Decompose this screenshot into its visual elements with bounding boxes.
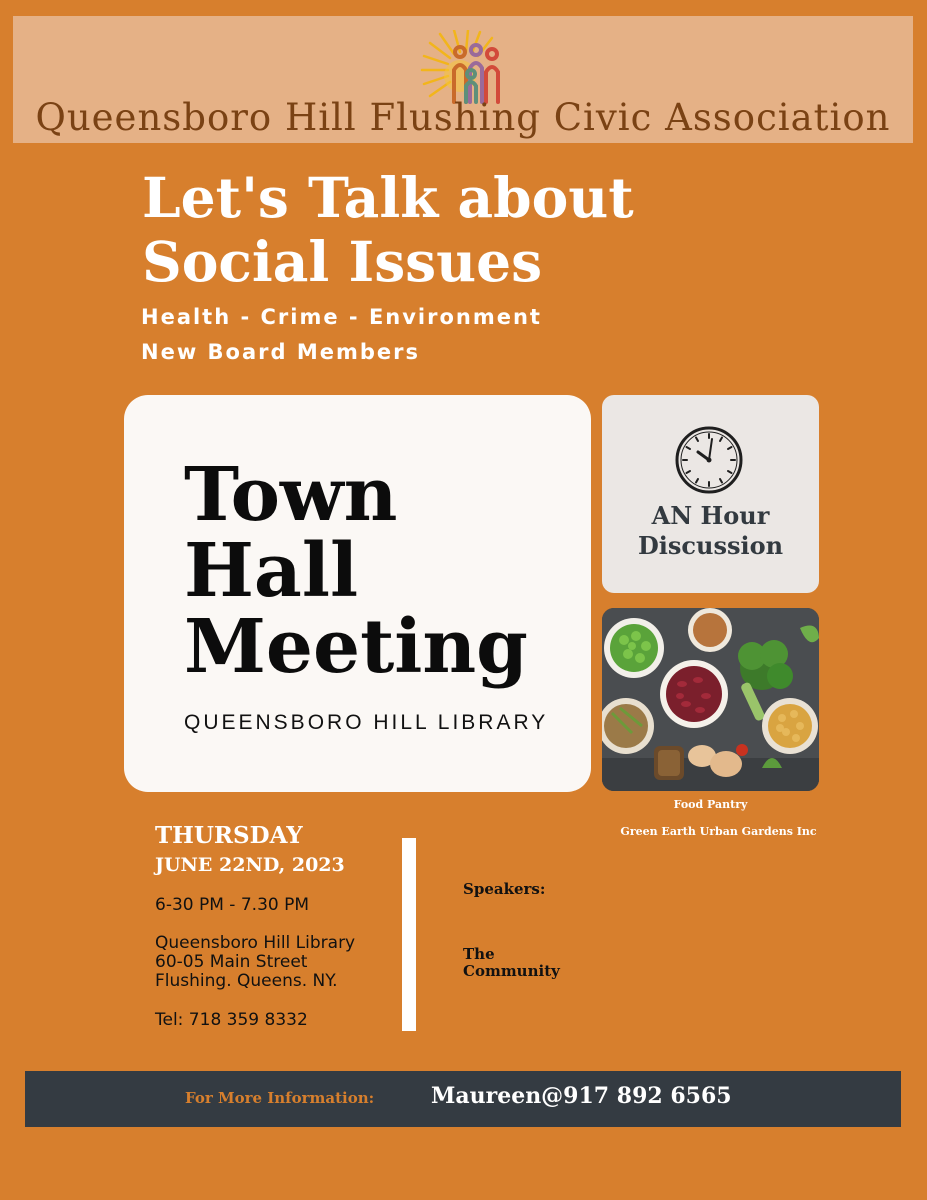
event-day: THURSDAY <box>155 822 303 849</box>
food-pantry-caption: Food Pantry <box>673 798 748 811</box>
food-photo-illustration <box>602 608 819 791</box>
headline <box>142 166 702 294</box>
speaker-name-line-2: Community <box>463 962 560 980</box>
headline-line-1: Let's Talk about <box>142 165 634 230</box>
duration-card <box>602 395 819 593</box>
address-line-1: Queensboro Hill Library <box>155 933 356 953</box>
venue-name: QUEENSBORO HILL LIBRARY <box>184 711 549 734</box>
event-title-line-2: Hall <box>184 528 359 614</box>
topics-line-2: New Board Members <box>141 340 420 364</box>
header-band <box>13 16 913 143</box>
event-date: JUNE 22ND, 2023 <box>155 854 345 876</box>
event-title-card <box>124 395 591 792</box>
event-title-line-3: Meeting <box>184 604 528 690</box>
duration-label-line-1: AN Hour <box>651 501 770 530</box>
partner-caption: Green Earth Urban Gardens Inc <box>620 825 817 838</box>
address-line-3: Flushing. Queens. NY. <box>155 971 338 991</box>
duration-label-line-2: Discussion <box>637 531 784 560</box>
contact-info-bar <box>25 1071 901 1127</box>
vertical-divider <box>402 838 416 1031</box>
headline-line-2: Social Issues <box>142 229 543 294</box>
event-title-line-1: Town <box>184 452 398 538</box>
speaker-name-line-1: The <box>463 945 495 963</box>
address-line-2: 60-05 Main Street <box>155 952 308 972</box>
phone-number: Tel: 718 359 8332 <box>155 1010 308 1030</box>
info-label: For More Information: <box>185 1089 375 1107</box>
event-time: 6-30 PM - 7.30 PM <box>155 895 310 915</box>
healthy-food-bowls-photo <box>602 608 819 791</box>
event-title <box>184 452 584 690</box>
topics-line-1: Health - Crime - Environment <box>141 305 542 329</box>
clock-icon <box>674 425 744 495</box>
organization-name: Queensboro Hill Flushing Civic Association <box>35 96 891 139</box>
speakers-label: Speakers: <box>463 880 546 898</box>
contact-details: Maureen@917 892 6565 <box>431 1083 732 1109</box>
duration-label <box>602 501 819 561</box>
